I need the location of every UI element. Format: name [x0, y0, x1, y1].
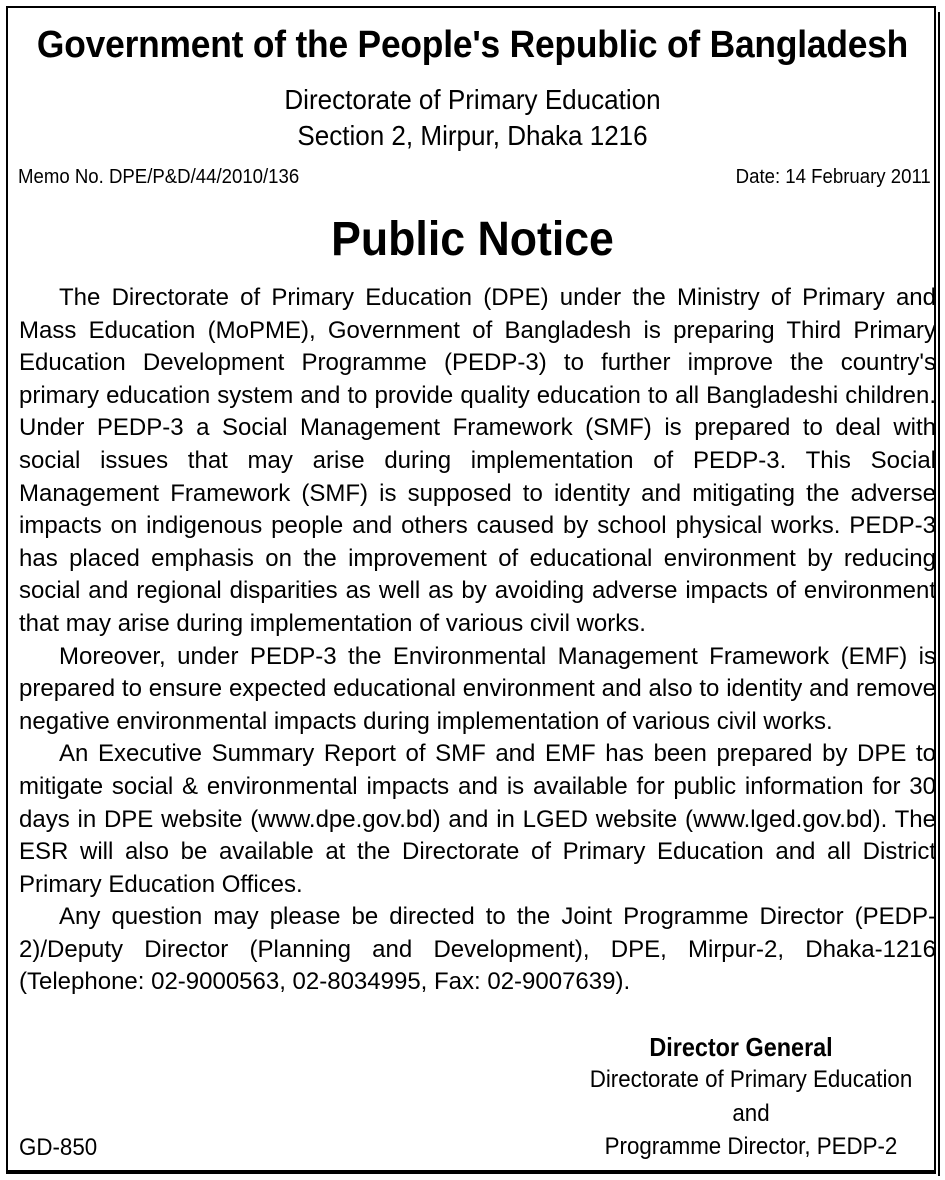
directorate-address: Section 2, Mirpur, Dhaka 1216: [297, 120, 648, 151]
signatory-line-3: Programme Director, PEDP-2: [604, 1133, 898, 1160]
notice-date: Date: 14 February 2011: [735, 166, 931, 188]
notice-body: [19, 282, 936, 999]
notice-title: Public Notice: [331, 213, 614, 266]
signatory-title: Director General: [649, 1032, 833, 1062]
paragraph-2: Moreover, under PEDP-3 the Environmental Management Framework (EMF) is prepared to ensure expected educational environment and also to identity and remove negative environmental impacts during implementation of various civil works.: [19, 642, 936, 735]
signatory-line-1: Directorate of Primary Education: [589, 1066, 913, 1093]
paragraph-3: An Executive Summary Report of SMF and EMF has been prepared by DPE to mitigate social & environmental impacts and is available for public information for 30 days in DPE website (www.dpe.gov.bd) and in LGED website (www.lged.gov.bd). The ESR will also be available at the Directorate of Primary Education and all District Primary Education Offices.: [19, 740, 936, 898]
gd-code: GD-850: [19, 1134, 98, 1161]
memo-number: Memo No. DPE/P&D/44/2010/136: [18, 166, 300, 188]
paragraph-1: The Directorate of Primary Education (DPE) under the Ministry of Primary and Mass Education (MoPME), Government of Bangladesh is preparing Third Primary Education Development Programme (PEDP-3) to further improve the country's primary education system and to provide quality education to all Bangladeshi children. Under PEDP-3 a Social Management Framework (SMF) is prepared to deal with social issues that may arise during implementation of PEDP-3. This Social Management Framework (SMF) is supposed to identity and mitigating the adverse impacts on indigenous people and others caused by school physical works. PEDP-3 has placed emphasis on the improvement of educational environment by reducing social and regional disparities as well as by avoiding adverse impacts of environment that may arise during implementation of various civil works.: [19, 284, 936, 637]
signatory-line-2: and: [732, 1100, 770, 1127]
directorate-name: Directorate of Primary Education: [284, 84, 661, 115]
government-heading: Government of the People's Republic of Bangladesh: [36, 24, 909, 66]
paragraph-4: Any question may please be directed to the Joint Programme Director (PEDP-2)/Deputy Director (Planning and Development), DPE, Mirpur-2, Dhaka-1216 (Telephone: 02-9000563, 02-8034995, Fax: 02-9007639).: [19, 903, 936, 996]
